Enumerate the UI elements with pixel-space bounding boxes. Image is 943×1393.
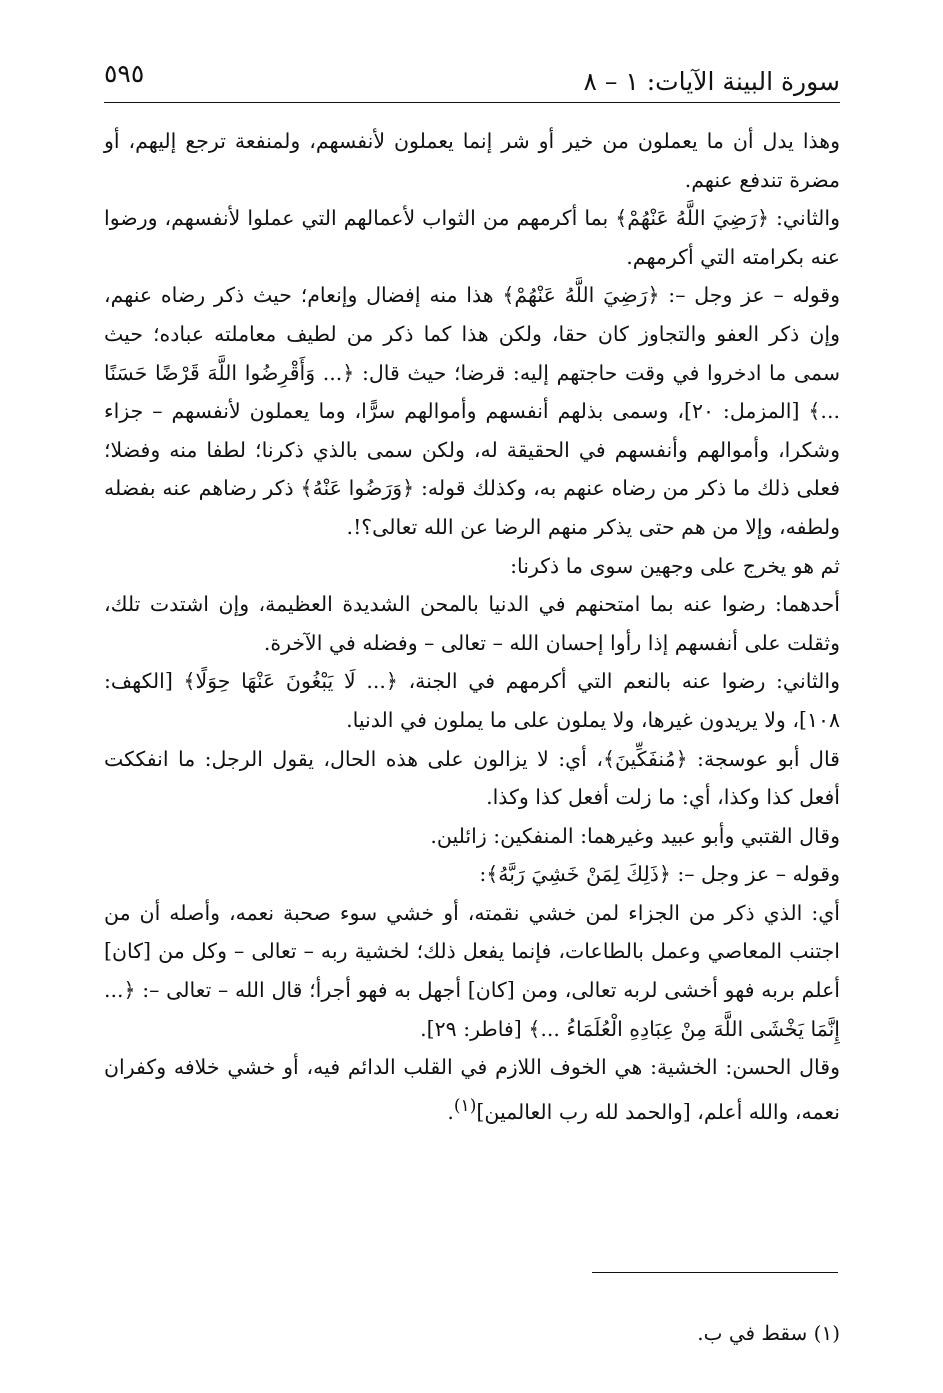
- running-title: سورة البينة الآيات: ١ – ٨: [583, 67, 840, 96]
- paragraph-1: [104, 122, 840, 199]
- paragraph-text: ثم هو يخرج على وجهين سوى ما ذكرنا:: [510, 553, 840, 578]
- quran-quote: ﴿رَضِيَ اللَّهُ عَنْهُمْ﴾: [615, 206, 769, 231]
- paragraph-text: وقوله – عز وجل –:: [670, 862, 840, 887]
- paragraph-text: [المزمل: ٢٠]، وسمى بذلهم أنفسهم وأموالهم سرًّا، وما يعملون لأنفسهم – جزاء وشكرا، وأموالهم وأنفسهم في الحقيقة له، ولكن سمى بالذي ذكرنا؛ لطفا منه وفضلا؛ فعلى ذلك ما ذكر من رضاه عنهم به، وكذلك قوله:: [104, 399, 841, 501]
- paragraph-text: أي: الذي ذكر من الجزاء لمن خشي نقمته، أو خشي سوء صحبة نعمه، وأصله أن من اجتنب المعاصي وعمل بالطاعات، فإنما يفعل ذلك؛ لخشية ربه – تعالى – وكل من [كان] أعلم بربه فهو أخشى لربه تعالى، ومن [كان] أجهل به فهو أجرأ؛ قال الله – تعالى –:: [104, 900, 840, 1003]
- quran-quote: ﴿وَرَضُوا عَنْهُ﴾: [300, 476, 415, 501]
- paragraph-text: وقال الحسن: الخشية: هي الخوف اللازم في القلب الدائم فيه، أو خشي خلافه وكفران نعمه، والله أعلم، [والحمد لله رب العالمين]: [104, 1055, 840, 1124]
- paragraph-7: [104, 740, 840, 817]
- paragraph-text: [فاطر: ٢٩].: [420, 1016, 529, 1041]
- paragraph-text: قال أبو عوسجة:: [687, 746, 840, 771]
- paragraph-text: ، أي: لا يزالون على هذه الحال، يقول الرجل: ما انفككت أفعل كذا وكذا، أي: ما زلت أفعل كذا وكذا.: [104, 746, 840, 810]
- paragraph-11: [104, 1048, 840, 1131]
- paragraph-text: وقوله – عز وجل –:: [659, 283, 840, 308]
- paragraph-9: [104, 855, 840, 894]
- footnote-1: (١) سقط في ب.: [697, 1321, 840, 1345]
- page-header: [104, 58, 840, 103]
- paragraph-3: [104, 276, 840, 546]
- paragraph-text: :: [479, 862, 487, 887]
- quran-quote: ﴿... إِنَّمَا يَخْشَى اللَّهَ مِنْ عِبَادِهِ الْعُلَمَاءُ ...﴾: [104, 978, 840, 1041]
- paragraph-2: [104, 199, 840, 276]
- paragraph-text: ذكر رضاهم عنه بفضله ولطفه، وإلا من هم حتى يذكر منهم الرضا عن الله تعالى؟!.: [104, 476, 840, 539]
- quran-quote: ﴿رَضِيَ اللَّهُ عَنْهُمْ﴾: [502, 283, 660, 308]
- quran-quote: ﴿مُنفَكِّينَ﴾: [602, 746, 688, 771]
- paragraph-text: [الكهف: ١٠٨]، ولا يريدون غيرها، ولا يملون على ما يملون في الدنيا.: [104, 669, 840, 732]
- footnotes: [560, 1318, 840, 1348]
- paragraph-text: .: [447, 1099, 454, 1124]
- paragraph-text: وقال القتبي وأبو عبيد وغيرهما: المنفكين: زائلين.: [430, 823, 840, 848]
- paragraph-4: [104, 547, 840, 586]
- quran-quote: ﴿ذَلِكَ لِمَنْ خَشِيَ رَبَّهُ﴾: [486, 862, 671, 887]
- paragraph-8: [104, 817, 840, 856]
- body-text: [104, 122, 840, 1131]
- footnote-marker: (١): [453, 1095, 477, 1116]
- paragraph-text: أحدهما: رضوا عنه بما امتحنهم في الدنيا بالمحن الشديدة العظيمة، وإن اشتدت تلك، وثقلت على أنفسهم إذا رأوا إحسان الله – تعالى – وفضله في الآخرة.: [104, 592, 840, 655]
- paragraph-text: وهذا يدل أن ما يعملون من خير أو شر إنما يعملون لأنفسهم، ولمنفعة ترجع إليهم، أو مضرة تندفع عنهم.: [104, 129, 840, 192]
- paragraph-6: [104, 662, 840, 739]
- paragraph-text: بما أكرمهم من الثواب لأعمالهم التي عملوا لأنفسهم، ورضوا عنه بكرامته التي أكرمهم.: [104, 206, 840, 269]
- paragraph-10: [104, 894, 840, 1048]
- page-number: ٥٩٥: [104, 59, 145, 88]
- quran-quote: ﴿... لَا يَبْغُونَ عَنْهَا حِوَلًا﴾: [183, 669, 398, 694]
- paragraph-text: والثاني: رضوا عنه بالنعم التي أكرمهم في الجنة،: [397, 669, 840, 694]
- quran-quote: ﴿... وَأَقْرِضُوا اللَّهَ قَرْضًا حَسَنًا ...﴾: [104, 360, 840, 424]
- paragraph-text: والثاني:: [768, 206, 840, 231]
- paragraph-text: هذا منه إفضال وإنعام؛ حيث ذكر رضاه عنهم، وإن ذكر العفو والتجاوز كان حقا، ولكن هذا كما ذكر من لطيف معاملته عباده؛ حيث سمى ما ادخروا في وقت حاجتهم إليه: قرضا؛ حيث قال:: [104, 283, 840, 385]
- paragraph-5: [104, 585, 840, 662]
- footnote-divider: [592, 1272, 838, 1273]
